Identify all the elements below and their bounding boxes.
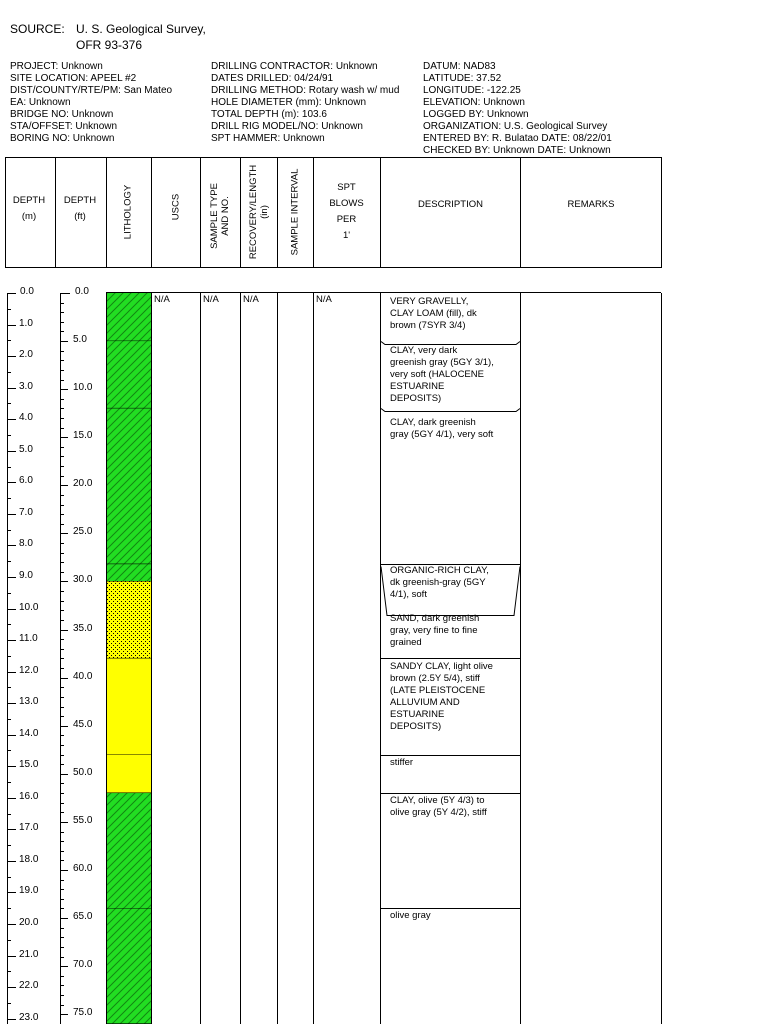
col-header-description: DESCRIPTION [418,199,483,210]
description-clay-olive: CLAY, olive (5Y 4/3) to olive gray (5Y 4/2), stiff [390,795,487,818]
feet-tick-label: 20.0 [73,478,93,490]
meter-tick-label: 18.0 [19,853,39,865]
col-header-depth-ft: DEPTH (ft) [63,195,97,222]
meter-tick-label: 12.0 [19,664,39,676]
header-field: ENTERED BY: R. Bulatao DATE: 08/22/01 [423,133,612,144]
sample-type-value: N/A [203,294,219,305]
feet-tick-label: 55.0 [73,814,93,826]
meter-tick-label: 22.0 [19,980,39,992]
spt-value: N/A [316,294,332,305]
meter-tick-label: 3.0 [19,380,33,392]
meter-tick-label: 23.0 [19,1011,39,1023]
header-field: DATUM: NAD83 [423,61,496,72]
feet-tick-label: 15.0 [73,430,93,442]
header-field: DRILLING CONTRACTOR: Unknown [211,61,378,72]
description-clay-very-dark: CLAY, very dark greenish gray (5GY 3/1), very soft (HALOCENE ESTUARINE DEPOSITS) [390,345,494,404]
col-header-lithology: LITHOLOGY [122,184,134,240]
feet-tick-label: 35.0 [73,622,93,634]
meter-tick-label: 6.0 [19,475,33,487]
header-field: DRILLING METHOD: Rotary wash w/ mud [211,85,400,96]
header-field: SPT HAMMER: Unknown [211,133,325,144]
description-very-gravelly-clay-loam: VERY GRAVELLY, CLAY LOAM (fill), dk brown (7SYR 3/4) [390,296,477,331]
header-field: DIST/COUNTY/RTE/PM: San Mateo [10,85,173,96]
description-boundary [381,409,520,412]
lithology-column [106,293,152,1024]
meter-tick-label: 19.0 [19,885,39,897]
header-field: LONGITUDE: -122.25 [423,85,521,96]
meter-tick-label: 0.0 [20,286,34,297]
feet-tick-label: 25.0 [73,526,93,538]
meter-tick-label: 15.0 [19,759,39,771]
meter-tick-label: 1.0 [19,317,33,329]
feet-tick-label: 65.0 [73,911,93,923]
feet-tick-label: 70.0 [73,959,93,971]
header-field: DATES DRILLED: 04/24/91 [211,73,334,84]
meter-tick-label: 10.0 [19,601,39,613]
col-header-sample-type: SAMPLE TYPE AND NO. [209,183,231,249]
meter-tick-label: 5.0 [19,443,33,455]
meter-tick-label: 14.0 [19,727,39,739]
feet-tick-label: 60.0 [73,862,93,874]
meter-tick-label: 11.0 [19,633,38,645]
header-field: BORING NO: Unknown [10,133,115,144]
lithology-unit-clay [107,293,151,341]
lithology-unit-clay [107,408,151,564]
lithology-unit-clay [107,564,151,581]
meter-tick-label: 7.0 [19,506,33,518]
description-organic-rich-clay: ORGANIC-RICH CLAY, dk greenish-gray (5GY 4/1), soft [390,565,489,600]
meter-tick-label: 13.0 [19,696,39,708]
meter-tick-label: 2.0 [19,349,33,361]
feet-tick-label: 30.0 [73,574,93,586]
header-field: LATITUDE: 37.52 [423,73,502,84]
header-field: ELEVATION: Unknown [423,97,525,108]
col-header-recovery: RECOVERY/LENGTH (in) [248,164,270,260]
header-field: STA/OFFSET: Unknown [10,121,118,132]
feet-tick-label: 75.0 [73,1007,93,1019]
header-field: HOLE DIAMETER (mm): Unknown [211,97,367,108]
col-header-remarks: REMARKS [567,199,615,210]
lithology-unit-sandy-clay [107,658,151,754]
source-name: U. S. Geological Survey, [76,22,206,36]
meter-tick-label: 9.0 [19,569,33,581]
feet-tick-label: 50.0 [73,766,93,778]
description-clay-dark-greenish: CLAY, dark greenish gray (5GY 4/1), very soft [390,417,494,440]
feet-tick-label: 0.0 [75,286,89,297]
feet-tick-label: 45.0 [73,718,93,730]
header-field: SITE LOCATION: APEEL #2 [10,73,137,84]
feet-scale [60,293,70,1024]
uscs-value: N/A [154,294,170,305]
meter-tick-label: 21.0 [19,948,39,960]
meter-tick-label: 17.0 [19,822,39,834]
source-report: OFR 93-376 [76,38,143,52]
meter-scale [7,293,16,1024]
description-stiffer: stiffer [390,757,414,768]
description-sand: SAND, dark greenish gray, very fine to fine grained [390,613,480,648]
header-field: EA: Unknown [10,97,71,108]
recovery-value: N/A [243,294,259,305]
meter-tick-label: 8.0 [19,538,33,550]
meter-tick-label: 4.0 [19,412,33,424]
col-header-uscs: USCS [170,193,182,221]
description-sandy-clay: SANDY CLAY, light olive brown (2.5Y 5/4), stiff (LATE PLEISTOCENE ALLUVIUM AND ESTUARINE DEPOSITS) [390,661,493,732]
header-field: ORGANIZATION: U.S. Geological Survey [423,121,608,132]
feet-tick-label: 40.0 [73,670,93,682]
header-field: LOGGED BY: Unknown [423,109,529,120]
lithology-unit-sandy-clay [107,755,151,793]
col-header-depth-m: DEPTH (m) [12,195,46,222]
header-field: CHECKED BY: Unknown DATE: Unknown [423,145,611,156]
header-field: TOTAL DEPTH (m): 103.6 [211,109,327,120]
header-field: DRILL RIG MODEL/NO: Unknown [211,121,363,132]
header-field: BRIDGE NO: Unknown [10,109,114,120]
col-header-spt: SPT BLOWS PER 1' [329,182,364,241]
description-olive-gray: olive gray [390,910,431,921]
col-header-sample-interval: SAMPLE INTERVAL [289,168,301,256]
lithology-unit-clay [107,793,151,908]
lithology-unit-sand [107,581,151,658]
feet-tick-label: 5.0 [73,334,87,346]
feet-tick-label: 10.0 [73,382,93,394]
meter-tick-label: 20.0 [19,917,39,928]
header-field: PROJECT: Unknown [10,61,103,72]
lithology-unit-clay [107,908,151,1023]
lithology-unit-clay [107,341,151,408]
source-label: SOURCE: [10,22,65,36]
meter-tick-label: 16.0 [19,790,39,802]
